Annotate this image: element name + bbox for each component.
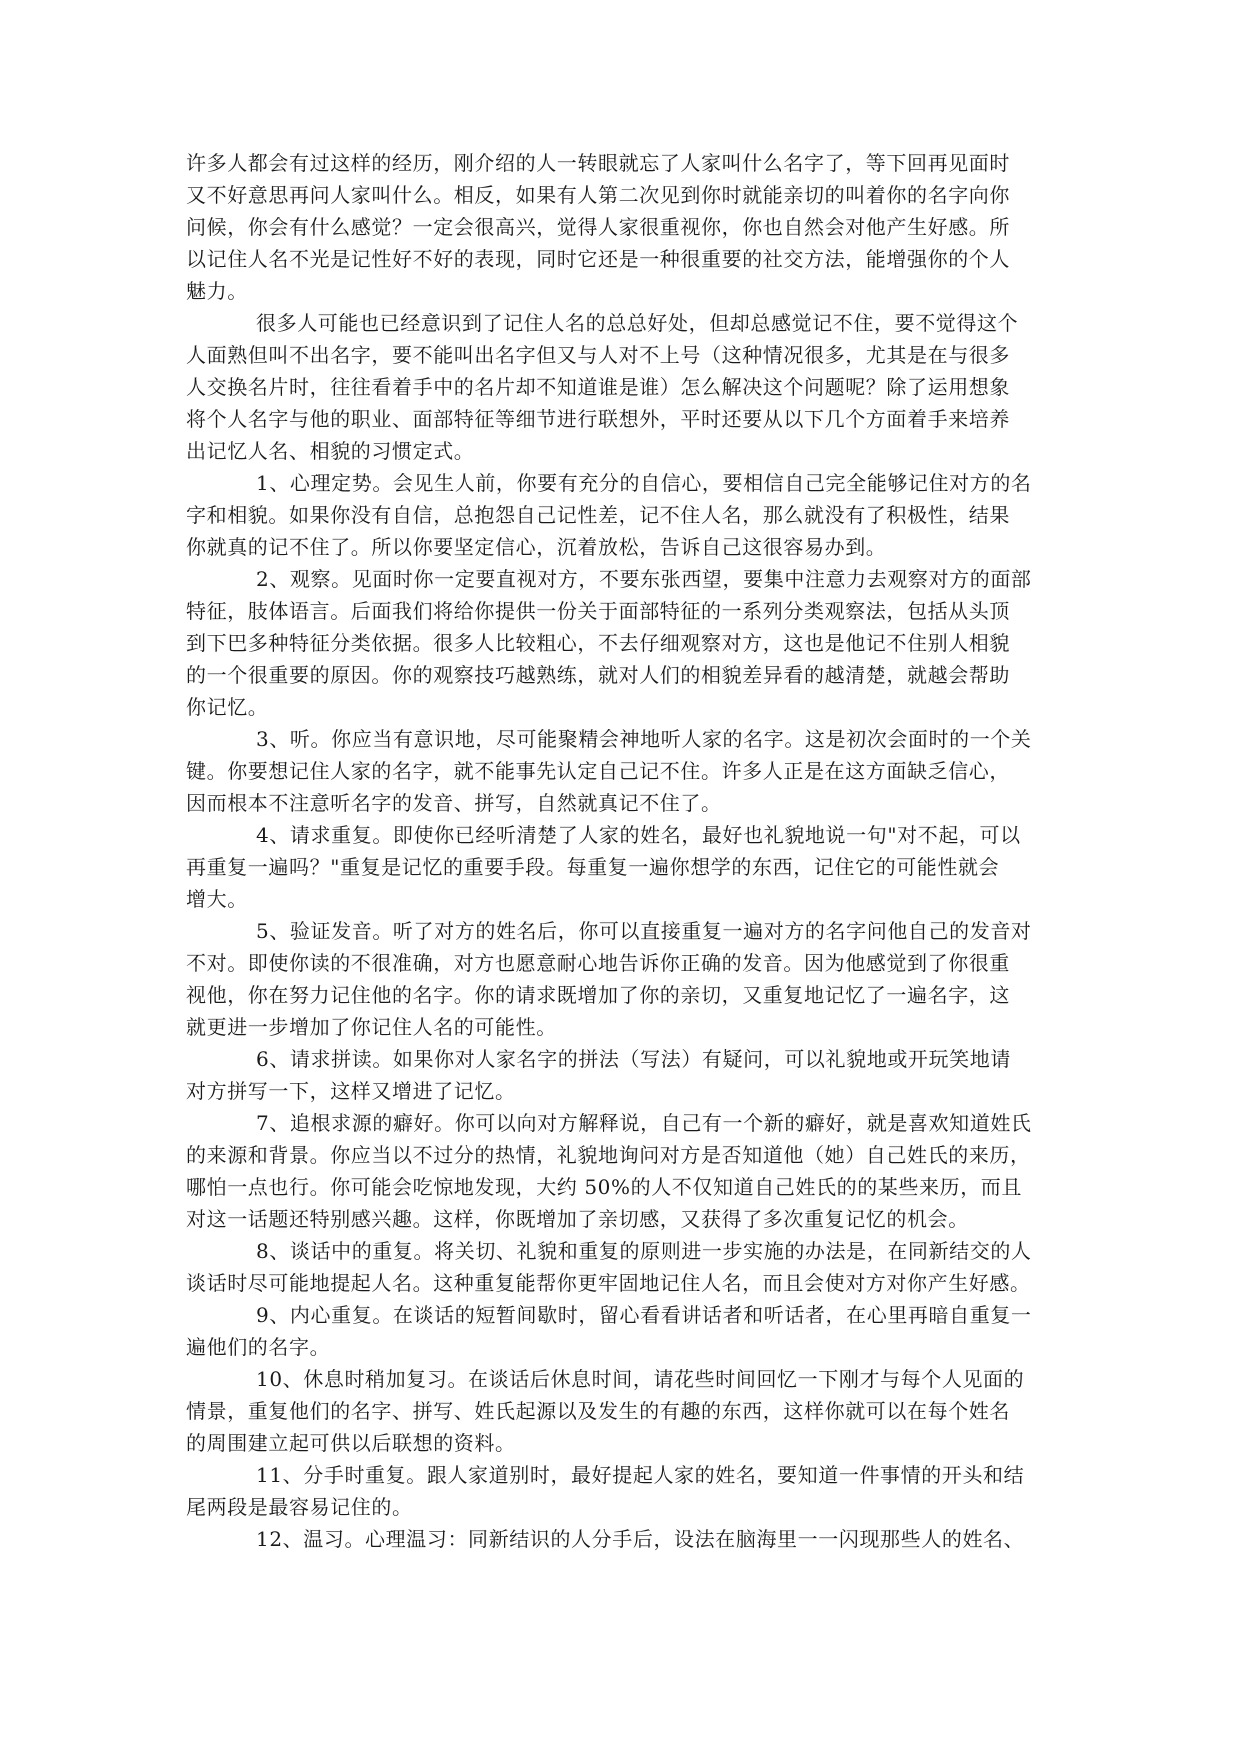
text-line: 谈话时尽可能地提起人名。这种重复能帮你更牢固地记住人名，而且会使对方对你产生好感。 (186, 1271, 1031, 1295)
text-line: 遍他们的名字。 (186, 1335, 331, 1359)
text-line: 人面熟但叫不出名字，要不能叫出名字但又与人对不上号（这种情况很多，尤其是在与很多 (186, 343, 1010, 367)
text-line: 尾两段是最容易记住的。 (186, 1495, 413, 1519)
text-line: 就更进一步增加了你记住人名的可能性。 (186, 1015, 557, 1039)
paragraph-first-line: 10、休息时稍加复习。在谈话后休息时间，请花些时间回忆一下刚才与每个人见面的 (256, 1367, 1025, 1391)
paragraph-first-line: 4、请求重复。即使你已经听清楚了人家的姓名，最好也礼貌地说一句"对不起，可以 (256, 823, 1021, 847)
text-line: 哪怕一点也行。你可能会吃惊地发现，大约 50%的人不仅知道自己姓氏的的某些来历，而且 (186, 1175, 1023, 1199)
text-line: 键。你要想记住人家的名字，就不能事先认定自己记不住。许多人正是在这方面缺乏信心， (186, 759, 1010, 783)
text-line: 不对。即使你读的不很准确，对方也愿意耐心地告诉你正确的发音。因为他感觉到了你很重 (186, 951, 1010, 975)
paragraph-first-line: 1、心理定势。会见生人前，你要有充分的自信心，要相信自己完全能够记住对方的名 (256, 471, 1032, 495)
text-line: 出记忆人名、相貌的习惯定式。 (186, 439, 475, 463)
text-line: 魅力。 (186, 279, 248, 303)
text-line: 增大。 (186, 887, 248, 911)
text-line: 人交换名片时，往往看着手中的名片却不知道谁是谁）怎么解决这个问题呢？除了运用想象 (186, 375, 1010, 399)
text-line: 因而根本不注意听名字的发音、拼写，自然就真记不住了。 (186, 791, 722, 815)
text-line: 的来源和背景。你应当以不过分的热情，礼貌地询问对方是否知道他（她）自己姓氏的来历， (186, 1143, 1031, 1167)
text-line: 的一个很重要的原因。你的观察技巧越熟练，就对人们的相貌差异看的越清楚，就越会帮助 (186, 663, 1010, 687)
text-line: 许多人都会有过这样的经历，刚介绍的人一转眼就忘了人家叫什么名字了，等下回再见面时 (186, 151, 1010, 175)
text-line: 特征，肢体语言。后面我们将给你提供一份关于面部特征的一系列分类观察法，包括从头顶 (186, 599, 1010, 623)
paragraph-first-line: 7、追根求源的癖好。你可以向对方解释说，自己有一个新的癖好，就是喜欢知道姓氏 (256, 1111, 1032, 1135)
text-line: 将个人名字与他的职业、面部特征等细节进行联想外，平时还要从以下几个方面着手来培养 (186, 407, 1010, 431)
document-body (186, 147, 1054, 1555)
paragraph-first-line: 很多人可能也已经意识到了记住人名的总总好处，但却总感觉记不住，要不觉得这个 (256, 311, 1019, 335)
text-line: 问候，你会有什么感觉？一定会很高兴，觉得人家很重视你，你也自然会对他产生好感。所 (186, 215, 1010, 239)
paragraph-first-line: 8、谈话中的重复。将关切、礼貌和重复的原则进一步实施的办法是，在同新结交的人 (256, 1239, 1032, 1263)
paragraph-first-line: 5、验证发音。听了对方的姓名后，你可以直接重复一遍对方的名字问他自己的发音对 (256, 919, 1032, 943)
text-line: 对方拼写一下，这样又增进了记忆。 (186, 1079, 516, 1103)
text-line: 情景，重复他们的名字、拼写、姓氏起源以及发生的有趣的东西，这样你就可以在每个姓名 (186, 1399, 1010, 1423)
text-line: 字和相貌。如果你没有自信，总抱怨自己记性差，记不住人名，那么就没有了积极性，结果 (186, 503, 1010, 527)
paragraph-first-line: 9、内心重复。在谈话的短暂间歇时，留心看看讲话者和听话者，在心里再暗自重复一 (256, 1303, 1032, 1327)
text-line: 对这一话题还特别感兴趣。这样，你既增加了亲切感，又获得了多次重复记忆的机会。 (186, 1207, 969, 1231)
text-line: 到下巴多种特征分类依据。很多人比较粗心，不去仔细观察对方，这也是他记不住别人相貌 (186, 631, 1010, 655)
paragraph-first-line: 6、请求拼读。如果你对人家名字的拼法（写法）有疑问，可以礼貌地或开玩笑地请 (256, 1047, 1011, 1071)
text-line: 以记住人名不光是记性好不好的表现，同时它还是一种很重要的社交方法，能增强你的个人 (186, 247, 1010, 271)
text-line: 你记忆。 (186, 695, 269, 719)
text-line: 你就真的记不住了。所以你要坚定信心，沉着放松，告诉自己这很容易办到。 (186, 535, 887, 559)
paragraph-first-line: 11、分手时重复。跟人家道别时，最好提起人家的姓名，要知道一件事情的开头和结 (256, 1463, 1025, 1487)
text-line: 的周围建立起可供以后联想的资料。 (186, 1431, 516, 1455)
text-line: 视他，你在努力记住他的名字。你的请求既增加了你的亲切，又重复地记忆了一遍名字，这 (186, 983, 1010, 1007)
text-line: 再重复一遍吗？"重复是记忆的重要手段。每重复一遍你想学的东西，记住它的可能性就会 (186, 855, 1000, 879)
text-line: 又不好意思再问人家叫什么。相反，如果有人第二次见到你时就能亲切的叫着你的名字向你 (186, 183, 1010, 207)
paragraph-first-line: 3、听。你应当有意识地，尽可能聚精会神地听人家的名字。这是初次会面时的一个关 (256, 727, 1032, 751)
paragraph-first-line: 12、温习。心理温习：同新结识的人分手后，设法在脑海里一一闪现那些人的姓名、 (256, 1527, 1025, 1551)
paragraph-first-line: 2、观察。见面时你一定要直视对方，不要东张西望，要集中注意力去观察对方的面部 (256, 567, 1032, 591)
